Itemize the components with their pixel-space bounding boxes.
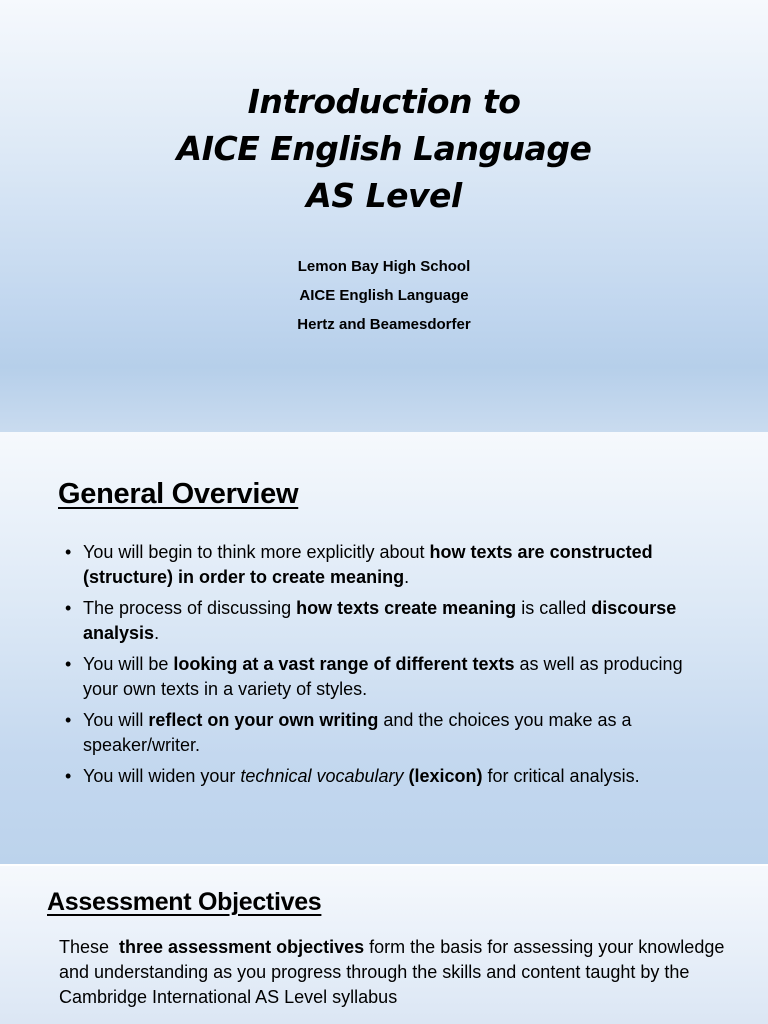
- slide-subtitle: [0, 252, 768, 339]
- bullet-text: You will begin to think more explicitly about: [83, 542, 430, 562]
- bullet-text: .: [154, 623, 160, 643]
- title-line: AS Level: [306, 176, 462, 215]
- bullet-emphasis: discourse analysis: [83, 598, 677, 643]
- list-item: [64, 708, 714, 758]
- bullet-text: and the choices you make as a speaker/writer.: [83, 710, 632, 755]
- bullet-icon: •: [65, 598, 72, 618]
- bullet-emphasis: reflect on your own writing: [148, 710, 379, 730]
- bullet-icon: •: [65, 710, 72, 730]
- assessment-heading: Assessment Objectives: [47, 888, 322, 916]
- bullet-text: is called: [516, 598, 592, 618]
- bullet-italic: technical vocabulary: [240, 766, 404, 786]
- title-line: AICE English Language: [176, 129, 592, 168]
- overview-slide: [0, 432, 768, 864]
- paragraph-text: These: [59, 937, 120, 957]
- title-slide: [0, 0, 768, 432]
- assessment-paragraph: [59, 935, 739, 1010]
- bullet-text: The process of discussing: [83, 598, 297, 618]
- bullet-emphasis: (lexicon): [408, 766, 483, 786]
- paragraph-text: form the basis for assessing your knowledge and understanding as you progress through the skills and content taught by the Cambridge International AS Level syllabus: [59, 937, 725, 1007]
- teacher-names: Hertz and Beamesdorfer: [297, 316, 471, 333]
- bullet-icon: •: [65, 654, 72, 674]
- course-name: AICE English Language: [299, 287, 469, 304]
- bullet-text: You will: [83, 710, 149, 730]
- list-item: [64, 596, 714, 646]
- bullet-emphasis: how texts create meaning: [296, 598, 517, 618]
- list-item: [64, 764, 714, 789]
- bullet-icon: •: [65, 542, 72, 562]
- overview-bullet-list: [64, 540, 714, 795]
- bullet-text: for critical analysis.: [482, 766, 640, 786]
- bullet-text: You will widen your: [83, 766, 241, 786]
- school-name: Lemon Bay High School: [297, 258, 471, 275]
- overview-heading: General Overview: [58, 478, 299, 510]
- assessment-slide: [0, 866, 768, 1024]
- paragraph-emphasis: three assessment objectives: [119, 937, 365, 957]
- bullet-emphasis: looking at a vast range of different texts: [173, 654, 515, 674]
- list-item: [64, 540, 714, 590]
- list-item: [64, 652, 714, 702]
- bullet-text: as well as producing your own texts in a variety of styles.: [83, 654, 683, 699]
- bullet-icon: •: [65, 766, 72, 786]
- title-line: Introduction to: [247, 82, 521, 121]
- bullet-text: You will be: [83, 654, 174, 674]
- slide-title: [0, 78, 768, 219]
- bullet-emphasis: how texts are constructed (structure) in order to create meaning: [83, 542, 653, 587]
- bullet-text: .: [404, 567, 410, 587]
